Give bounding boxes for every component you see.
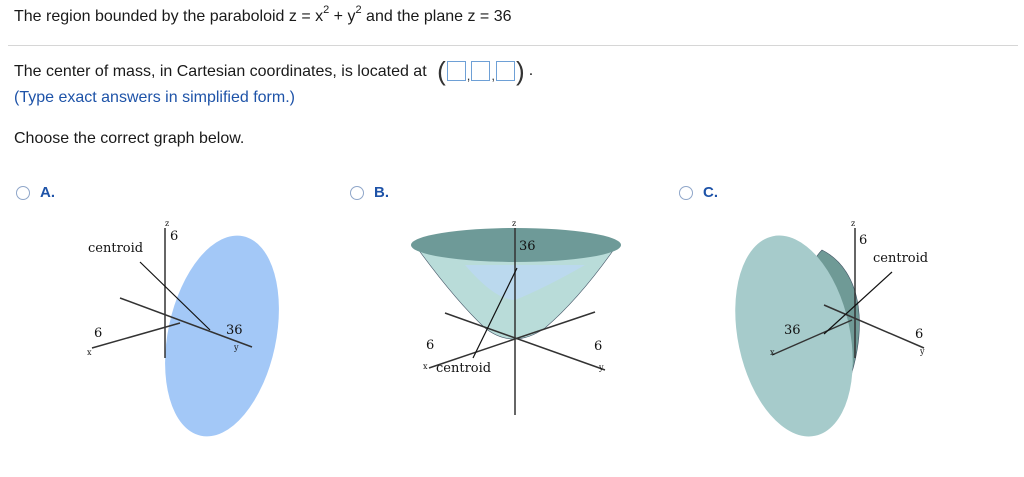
prompt-text: The center of mass, in Cartesian coordinates, is located at bbox=[14, 63, 427, 81]
z-tick-a: 6 bbox=[170, 229, 179, 244]
divider bbox=[8, 45, 1018, 46]
radio-c[interactable] bbox=[679, 186, 693, 200]
x-label-c: x bbox=[770, 348, 775, 357]
y-tick-b: 6 bbox=[594, 339, 603, 354]
centroid-label-b: centroid bbox=[436, 361, 492, 376]
z-tick-b: 36 bbox=[519, 239, 536, 254]
radio-a[interactable] bbox=[16, 186, 30, 200]
graph-a[interactable] bbox=[80, 210, 310, 445]
y-label-b: y bbox=[599, 363, 604, 372]
hint-text: (Type exact answers in simplified form.) bbox=[14, 89, 295, 106]
option-b[interactable] bbox=[350, 184, 389, 201]
x-label-a: x bbox=[87, 348, 92, 357]
x-label-b: x bbox=[423, 362, 428, 371]
graph-b[interactable] bbox=[395, 210, 635, 445]
period: . bbox=[528, 62, 534, 79]
option-c-label[interactable]: C. bbox=[703, 184, 718, 201]
centroid-label-a: centroid bbox=[88, 241, 144, 256]
bowl-rim-b bbox=[411, 228, 621, 262]
z-tick-c: 6 bbox=[859, 233, 868, 248]
graph-c[interactable] bbox=[732, 210, 962, 445]
answer-z-input[interactable] bbox=[496, 61, 515, 81]
open-paren: ( bbox=[437, 56, 446, 86]
centroid-label-c: centroid bbox=[873, 251, 929, 266]
option-a[interactable] bbox=[16, 184, 55, 201]
surface-c-face bbox=[732, 225, 870, 445]
answer-y-input[interactable] bbox=[471, 61, 490, 81]
comma-1: , bbox=[466, 67, 471, 83]
choose-text: Choose the correct graph below. bbox=[14, 130, 245, 147]
y-tick-c: 6 bbox=[915, 327, 924, 342]
exponent-1: 2 bbox=[323, 3, 330, 16]
answer-x-input[interactable] bbox=[447, 61, 466, 81]
question-prefix: The region bounded by the paraboloid z = x bbox=[14, 8, 324, 25]
exponent-2: 2 bbox=[355, 3, 362, 16]
radio-b[interactable] bbox=[350, 186, 364, 200]
surface-a-face bbox=[148, 225, 296, 445]
y-label-a: y bbox=[234, 343, 239, 352]
answer-group bbox=[437, 56, 534, 86]
question-suffix: and the plane z = 36 bbox=[361, 8, 512, 25]
option-c[interactable] bbox=[679, 184, 718, 201]
y-tick-a: 36 bbox=[226, 323, 243, 338]
x-tick-a: 6 bbox=[94, 326, 103, 341]
close-paren: ) bbox=[516, 56, 525, 86]
z-label-c: z bbox=[851, 219, 856, 228]
question-text bbox=[14, 3, 512, 26]
center-of-mass-prompt bbox=[14, 56, 534, 86]
option-b-label[interactable]: B. bbox=[374, 184, 389, 201]
z-label-b: z bbox=[512, 219, 517, 228]
comma-2: , bbox=[491, 67, 496, 83]
x-tick-c: 36 bbox=[784, 323, 801, 338]
z-label-a: z bbox=[165, 219, 170, 228]
option-a-label[interactable]: A. bbox=[40, 184, 55, 201]
y-label-c: y bbox=[920, 347, 925, 356]
x-tick-b: 6 bbox=[426, 338, 435, 353]
question-mid: + y bbox=[329, 8, 356, 25]
